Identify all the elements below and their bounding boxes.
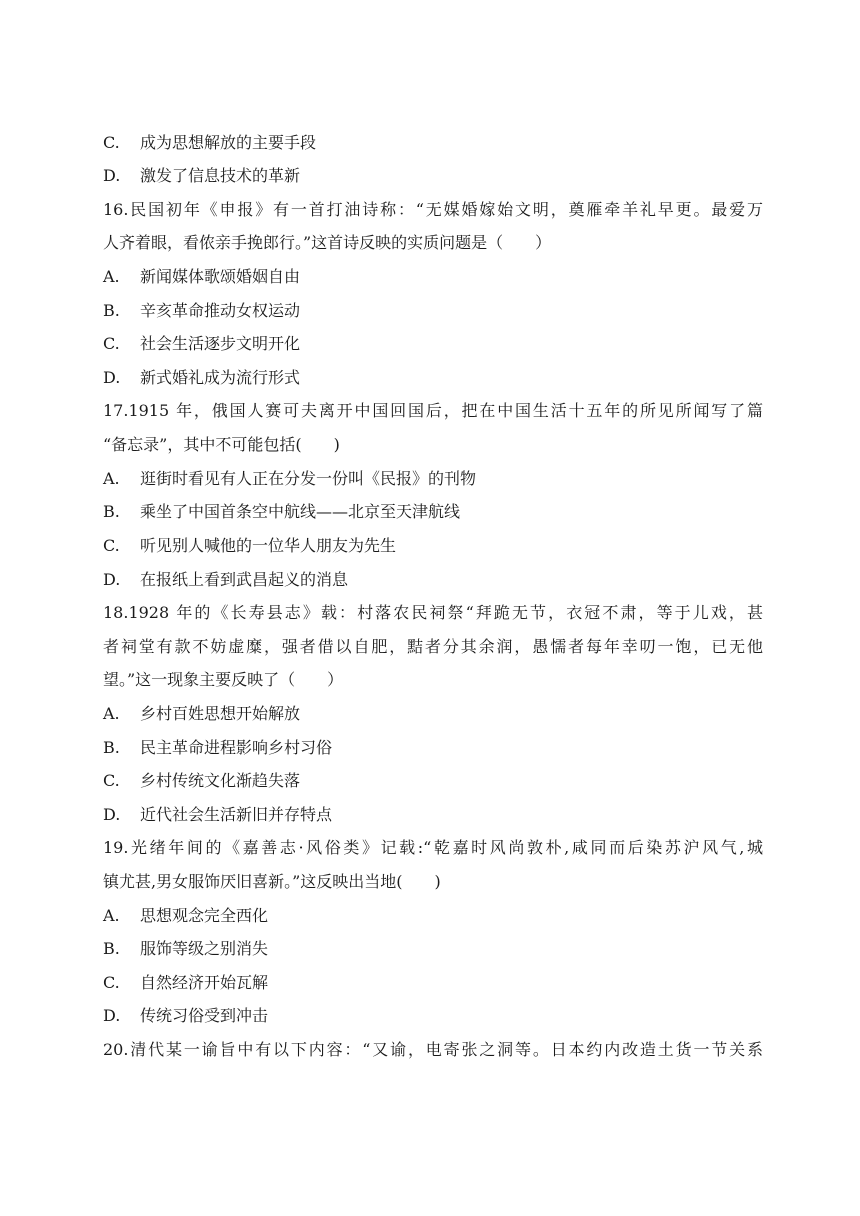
option-a [103, 704, 763, 724]
option-a [103, 267, 763, 287]
question-17-stem-line-1: 17.1915 年，俄国人赛可夫离开中国回国后，把在中国生活十五年的所见所闻写了篇 [103, 401, 763, 420]
question-18-stem-line-2: 者祠堂有款不妨虚糜，强者借以自肥，黠者分其余润，愚懦者每年幸叨一饱，已无他 [103, 637, 763, 656]
option-text: 乘坐了中国首条空中航线——北京至天津航线 [140, 502, 461, 521]
option-d [103, 1006, 763, 1026]
option-text: 近代社会生活新旧并存特点 [140, 805, 333, 824]
option-letter: D. [103, 805, 121, 824]
option-b [103, 939, 763, 959]
option-a [103, 469, 763, 489]
option-letter: A. [103, 906, 120, 925]
option-letter: D. [103, 570, 121, 589]
option-letter: B. [103, 301, 120, 320]
option-letter: B. [103, 939, 120, 958]
option-c [103, 771, 763, 791]
option-text: 新式婚礼成为流行形式 [140, 368, 301, 387]
option-d [103, 570, 763, 590]
question-17-stem-line-2: “备忘录”，其中不可能包括( ) [103, 435, 340, 454]
option-text: 听见别人喊他的一位华人朋友为先生 [140, 536, 397, 555]
option-letter: A. [103, 469, 120, 488]
option-text: 乡村传统文化渐趋失落 [140, 771, 301, 790]
option-text: 激发了信息技术的革新 [140, 166, 301, 185]
option-d [103, 166, 763, 186]
option-text: 新闻媒体歌颂婚姻自由 [140, 267, 301, 286]
option-letter: B. [103, 502, 120, 521]
option-letter: C. [103, 536, 120, 555]
option-letter: A. [103, 704, 120, 723]
option-c [103, 973, 763, 993]
option-text: 辛亥革命推动女权运动 [140, 301, 301, 320]
option-letter: D. [103, 368, 121, 387]
option-letter: B. [103, 738, 120, 757]
option-letter: C. [103, 771, 120, 790]
option-b [103, 738, 763, 758]
option-text: 在报纸上看到武昌起义的消息 [140, 570, 349, 589]
option-b [103, 502, 763, 522]
option-d [103, 805, 763, 825]
option-letter: D. [103, 1006, 121, 1025]
question-18-stem-line-3: 望。”这一现象主要反映了（ ） [103, 670, 344, 689]
question-19-stem-line-1: 19.光绪年间的《嘉善志·风俗类》记载:“乾嘉时风尚敦朴,咸同而后染苏沪风气,城 [103, 838, 763, 857]
option-a [103, 906, 763, 926]
option-letter: C. [103, 973, 120, 992]
option-b [103, 301, 763, 321]
option-c [103, 536, 763, 556]
question-16-stem-line-1: 16.民国初年《申报》有一首打油诗称：“无媒婚嫁始文明，奠雁牵羊礼早更。最爱万 [103, 200, 763, 219]
option-text: 社会生活逐步文明开化 [140, 334, 301, 353]
option-text: 乡村百姓思想开始解放 [140, 704, 301, 723]
option-d [103, 368, 763, 388]
option-text: 逛街时看见有人正在分发一份叫《民报》的刊物 [140, 469, 477, 488]
option-text: 服饰等级之别消失 [140, 939, 269, 958]
option-c [103, 334, 763, 354]
option-text: 自然经济开始瓦解 [140, 973, 269, 992]
question-16-stem-line-2: 人齐着眼，看侬亲手挽郎行。”这首诗反映的实质问题是（ ） [103, 233, 552, 252]
option-text: 成为思想解放的主要手段 [140, 133, 317, 152]
option-c [103, 133, 763, 153]
option-text: 传统习俗受到冲击 [140, 1006, 269, 1025]
option-letter: A. [103, 267, 120, 286]
option-letter: D. [103, 166, 121, 185]
question-18-stem-line-1: 18.1928 年的《长寿县志》载：村落农民祠祭“拜跪无节，衣冠不肃，等于儿戏，甚 [103, 603, 763, 622]
option-letter: C. [103, 133, 120, 152]
option-text: 民主革命进程影响乡村习俗 [140, 738, 333, 757]
option-text: 思想观念完全西化 [140, 906, 269, 925]
question-19-stem-line-2: 镇尤甚,男女服饰厌旧喜新。”这反映出当地( ) [103, 872, 441, 891]
option-letter: C. [103, 334, 120, 353]
question-20-stem-line-1: 20.清代某一谕旨中有以下内容：“又谕，电寄张之洞等。日本约内改造土货一节关系 [103, 1040, 763, 1059]
